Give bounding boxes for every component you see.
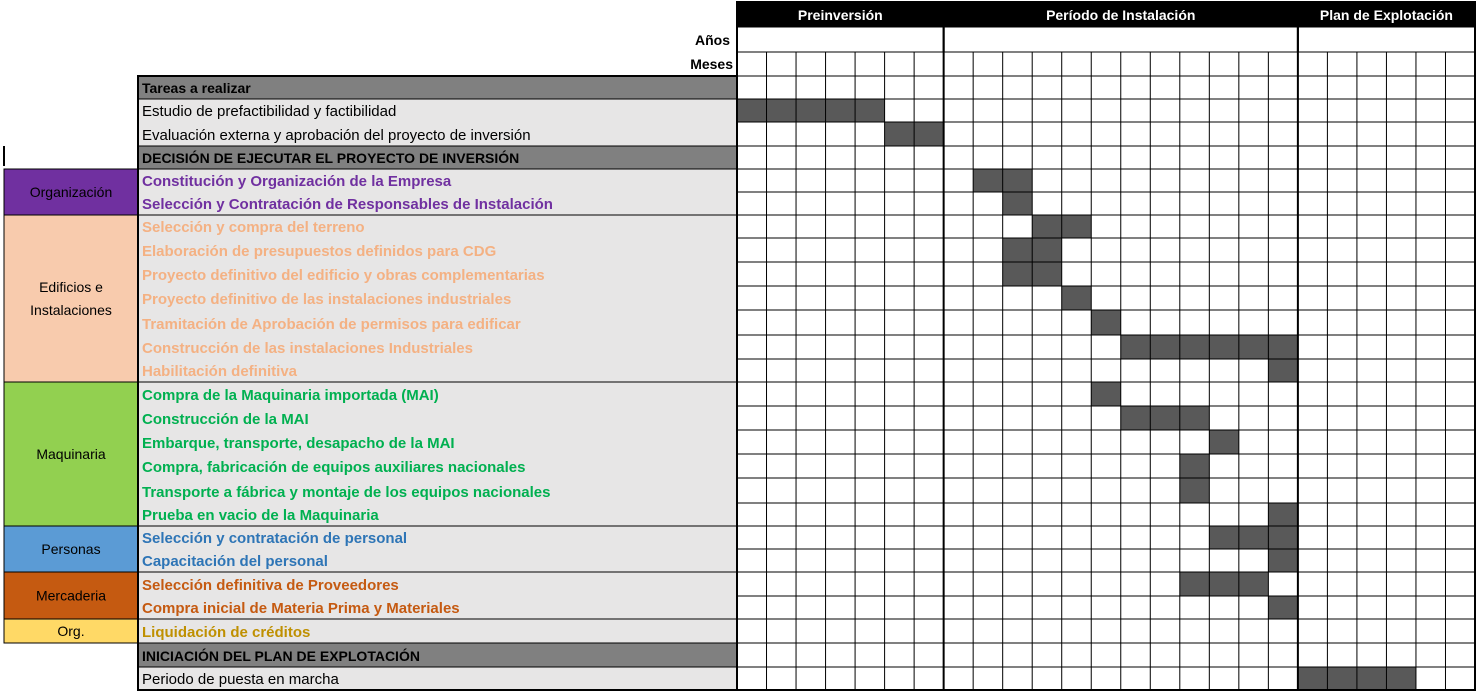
task-bar-cell bbox=[914, 122, 944, 146]
task-label: Construcción de las instalaciones Industriales bbox=[142, 340, 473, 357]
task-label: Elaboración de presupuestos definidos para CDG bbox=[142, 243, 497, 260]
group-label: Instalaciones bbox=[30, 302, 112, 318]
task-bar-cell bbox=[767, 99, 797, 122]
task-bar-cell bbox=[1003, 238, 1033, 262]
task-bar-cell bbox=[1003, 169, 1033, 192]
task-label: Embarque, transporte, desapacho de la MAI bbox=[142, 435, 455, 452]
task-label: Selección y contratación de personal bbox=[142, 530, 408, 547]
task-bar-cell bbox=[1239, 572, 1269, 596]
task-bar-cell bbox=[1180, 406, 1210, 430]
task-bar-cell bbox=[1239, 526, 1269, 549]
task-label: Compra, fabricación de equipos auxiliares nacionales bbox=[142, 459, 526, 476]
section-header-label: INICIACIÓN DEL PLAN DE EXPLOTACIÓN bbox=[142, 648, 420, 664]
task-bar-cell bbox=[1239, 335, 1269, 359]
group-label: Organización bbox=[29, 184, 113, 200]
task-bar-cell bbox=[1209, 572, 1239, 596]
task-label: Transporte a fábrica y montaje de los equipos nacionales bbox=[142, 484, 551, 501]
task-bar-cell bbox=[1180, 572, 1210, 596]
task-bar-cell bbox=[1386, 667, 1416, 690]
task-bar-cell bbox=[1091, 310, 1121, 335]
task-label: Habilitación definitiva bbox=[142, 363, 298, 380]
task-label: Evaluación externa y aprobación del proyecto de inversión bbox=[142, 127, 531, 144]
years-row-label: Años bbox=[695, 32, 730, 48]
phase-label: Preinversión bbox=[797, 7, 883, 23]
group-label: Maquinaria bbox=[36, 446, 106, 462]
task-bar-cell bbox=[1062, 286, 1092, 310]
task-label: Prueba en vacio de la Maquinaria bbox=[142, 507, 379, 524]
task-bar-cell bbox=[1357, 667, 1387, 690]
phase-label: Período de Instalación bbox=[1046, 7, 1196, 23]
task-label: Periodo de puesta en marcha bbox=[142, 671, 339, 688]
task-bar-cell bbox=[1268, 526, 1298, 549]
task-label: Construcción de la MAI bbox=[142, 411, 309, 428]
phase-label: Plan de Explotación bbox=[1319, 7, 1453, 23]
task-label: Constitución y Organización de la Empresa bbox=[142, 173, 452, 190]
task-bar-cell bbox=[1032, 262, 1062, 286]
task-bar-cell bbox=[885, 122, 915, 146]
task-label: Liquidación de créditos bbox=[142, 624, 311, 641]
group-label: Mercaderia bbox=[35, 587, 107, 604]
task-bar-cell bbox=[1032, 215, 1062, 238]
task-bar-cell bbox=[1298, 667, 1328, 690]
task-label: Proyecto definitivo del edificio y obras complementarias bbox=[142, 267, 545, 284]
group-label: Personas bbox=[41, 541, 101, 557]
task-bar-cell bbox=[1209, 430, 1239, 454]
task-bar-cell bbox=[855, 99, 885, 122]
task-label: Tramitación de Aprobación de permisos para edificar bbox=[142, 316, 521, 333]
task-bar-cell bbox=[1003, 262, 1033, 286]
task-bar-cell bbox=[1062, 215, 1092, 238]
task-bar-cell bbox=[973, 169, 1003, 192]
task-label: Selección y compra del terreno bbox=[142, 219, 365, 236]
task-bar-cell bbox=[1150, 335, 1180, 359]
task-bar-cell bbox=[1268, 503, 1298, 526]
task-bar-cell bbox=[1180, 335, 1210, 359]
task-bar-cell bbox=[796, 99, 826, 122]
task-bar-cell bbox=[1268, 359, 1298, 382]
task-label: Estudio de prefactibilidad y factibilidad bbox=[142, 103, 397, 120]
task-bar-cell bbox=[826, 99, 856, 122]
group-label: Org. bbox=[57, 623, 85, 639]
task-bar-cell bbox=[1032, 238, 1062, 262]
task-bar-cell bbox=[1268, 596, 1298, 619]
task-label: Compra inicial de Materia Prima y Materiales bbox=[142, 600, 460, 617]
task-label: Selección y Contratación de Responsables de Instalación bbox=[142, 196, 553, 213]
task-bar-cell bbox=[1121, 335, 1151, 359]
task-bar-cell bbox=[1327, 667, 1357, 690]
task-bar-cell bbox=[1091, 382, 1121, 406]
task-bar-cell bbox=[1150, 406, 1180, 430]
task-bar-cell bbox=[1180, 478, 1210, 503]
task-bar-cell bbox=[1268, 549, 1298, 572]
section-header-label: DECISIÓN DE EJECUTAR EL PROYECTO DE INVERSIÓN bbox=[142, 150, 520, 166]
task-label: Proyecto definitivo de las instalaciones industriales bbox=[142, 291, 512, 308]
task-bar-cell bbox=[1003, 192, 1033, 215]
section-header-label: Tareas a realizar bbox=[142, 80, 251, 96]
group-cell bbox=[4, 215, 138, 382]
task-bar-cell bbox=[1121, 406, 1151, 430]
task-bar-cell bbox=[1268, 335, 1298, 359]
months-row-label: Meses bbox=[690, 56, 733, 72]
task-bar-cell bbox=[1180, 454, 1210, 478]
task-bar-cell bbox=[737, 99, 767, 122]
group-label: Edificios e bbox=[39, 279, 103, 295]
task-label: Compra de la Maquinaria importada (MAI) bbox=[142, 387, 439, 404]
task-bar-cell bbox=[1209, 335, 1239, 359]
task-label: Selección definitiva de Proveedores bbox=[142, 577, 399, 594]
task-bar-cell bbox=[1209, 526, 1239, 549]
task-label: Capacitación del personal bbox=[142, 553, 328, 570]
